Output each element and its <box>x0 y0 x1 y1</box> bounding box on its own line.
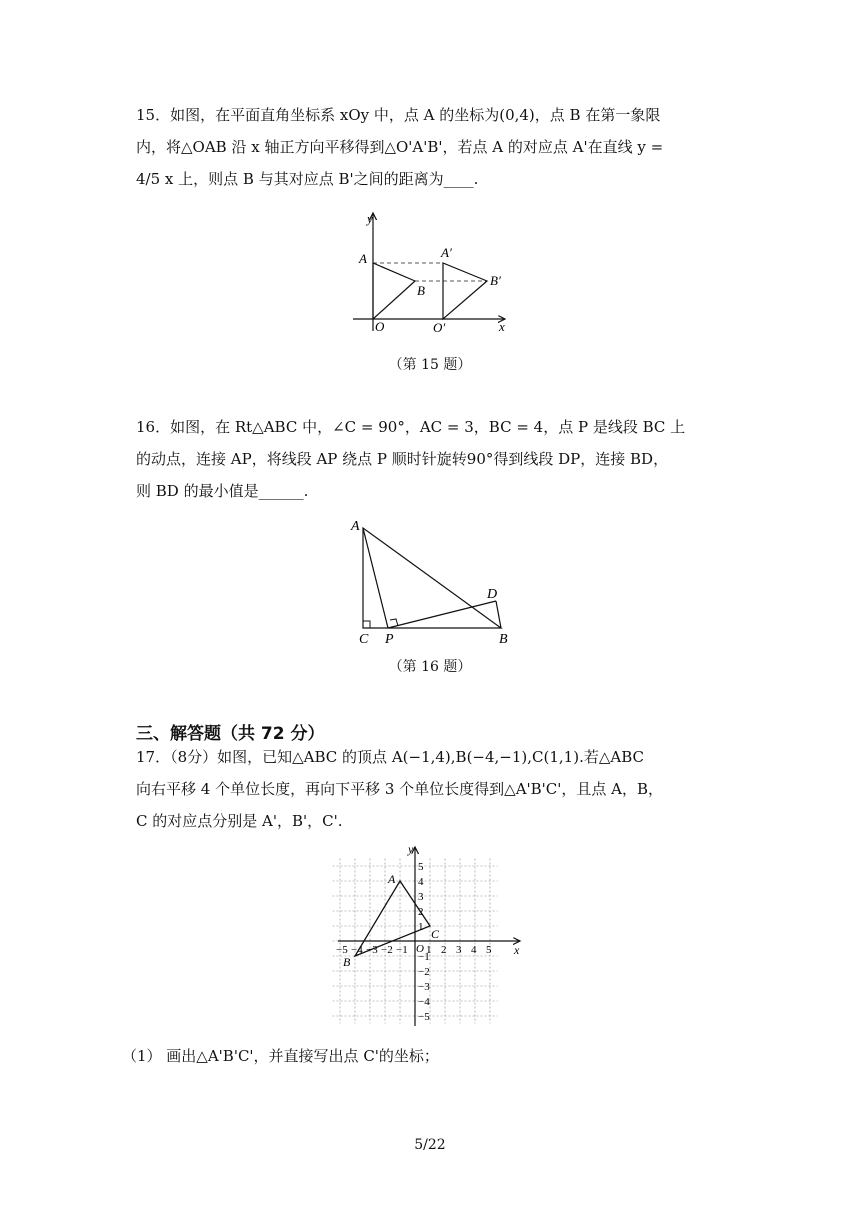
y-tick-label: −5 <box>418 1011 430 1023</box>
q17-line1: 17．（8分）如图，已知△ABC 的顶点 A(−1,4),B(−4,−1),C(1,1).若△ABC <box>136 748 644 766</box>
q16-line2: 的动点，连接 AP，将线段 AP 绕点 P 顺时针旋转90°得到线段 DP，连接 BD， <box>136 450 669 468</box>
q17-subquestion-1 <box>122 1040 726 1072</box>
q15-label-O-prime: O′ <box>433 320 446 335</box>
q17-label-O: O <box>416 943 424 955</box>
q16-label-D: D <box>487 587 498 602</box>
y-tick-label: 2 <box>418 906 424 918</box>
x-tick-label: 3 <box>456 944 462 956</box>
q15-caption: （第 15 题） <box>388 357 472 373</box>
q15-label-B-prime: B′ <box>490 273 501 288</box>
x-tick-label: 1 <box>426 944 432 956</box>
q17-line2: 向右平移 4 个单位长度，再向下平移 3 个单位长度得到△A'B'C'，且点 A，B， <box>136 780 664 798</box>
q16-line3: 则 BD 的最小值是______. <box>136 482 309 500</box>
y-tick-label: 1 <box>418 921 424 933</box>
q16-label-B: B <box>499 632 508 647</box>
section-3-heading: 三、解答题（共 72 分） <box>136 724 325 744</box>
q15-line1: 15．如图，在平面直角坐标系 xOy 中，点 A 的坐标为(0,4)，点 B 在第一象限 <box>136 106 661 124</box>
q16-label-A: A <box>351 519 360 534</box>
q16-line1: 16．如图，在 Rt△ABC 中，∠C = 90°，AC = 3，BC = 4，点 P 是线段 BC 上 <box>136 418 686 436</box>
x-tick-label: −2 <box>381 944 393 956</box>
question-16 <box>136 411 726 507</box>
q16-caption: （第 16 题） <box>388 659 472 675</box>
q15-figure <box>345 207 525 347</box>
page-number: 5/22 <box>414 1137 446 1153</box>
q17-y-label: y <box>408 842 414 856</box>
q17-line3: C 的对应点分别是 A'，B'，C'. <box>136 812 343 830</box>
q15-label-A: A <box>359 251 367 266</box>
q17-label-A: A <box>388 872 396 886</box>
y-tick-label: 3 <box>418 891 424 903</box>
y-tick-label: 4 <box>418 876 424 888</box>
q17-grid-figure <box>330 842 530 1032</box>
question-15 <box>136 99 726 195</box>
q15-x-label: x <box>499 319 505 334</box>
q15-label-A-prime: A′ <box>441 245 452 260</box>
x-tick-label: 2 <box>441 944 447 956</box>
x-tick-label: 4 <box>471 944 477 956</box>
q15-line3: 4/5 x 上，则点 B 与其对应点 B'之间的距离为____. <box>136 170 479 188</box>
q17-y-ticks <box>418 861 430 1023</box>
y-tick-label: −3 <box>418 981 430 993</box>
x-tick-label: −4 <box>351 944 363 956</box>
q17-sub1-text: （1） 画出△A'B'C'，并直接写出点 C'的坐标； <box>122 1047 439 1065</box>
y-tick-label: −1 <box>418 951 430 963</box>
q17-x-ticks <box>336 944 492 956</box>
q15-label-O: O <box>375 319 385 334</box>
q15-y-label: y <box>367 211 373 226</box>
question-17 <box>136 741 726 837</box>
q15-line2: 内，将△OAB 沿 x 轴正方向平移得到△O'A'B'，若点 A 的对应点 A'在直线 y = <box>136 138 664 156</box>
q17-label-B: B <box>343 955 351 969</box>
x-tick-label: −1 <box>396 944 408 956</box>
y-tick-label: −2 <box>418 966 430 978</box>
x-tick-label: 5 <box>486 944 492 956</box>
q16-label-C: C <box>359 632 369 647</box>
q17-label-C: C <box>431 927 440 941</box>
y-tick-label: −4 <box>418 996 430 1008</box>
y-tick-label: 5 <box>418 861 424 873</box>
q17-x-label: x <box>514 943 520 957</box>
q16-label-P: P <box>385 632 394 647</box>
x-tick-label: −3 <box>366 944 378 956</box>
x-tick-label: −5 <box>336 944 348 956</box>
q16-figure <box>345 514 520 650</box>
q15-label-B: B <box>417 283 425 298</box>
